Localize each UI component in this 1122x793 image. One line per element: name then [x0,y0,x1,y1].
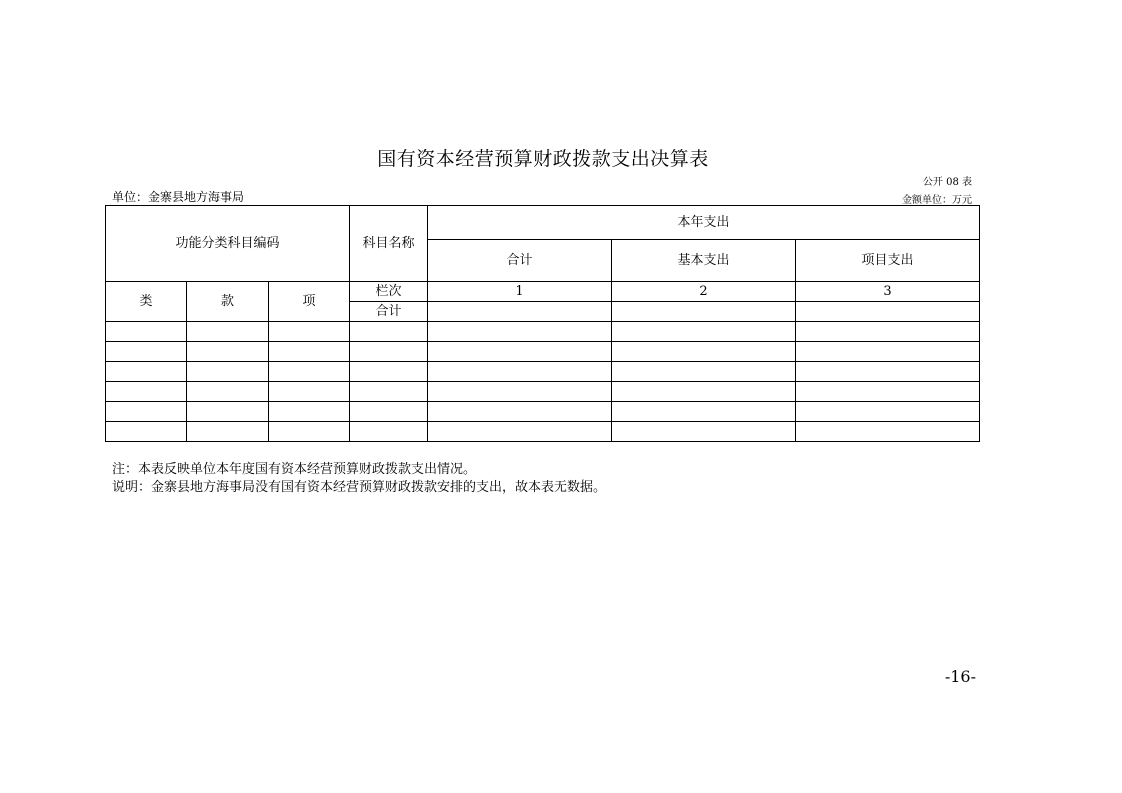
table-explanation: 说明：金寨县地方海事局没有国有资本经营预算财政拨款安排的支出，故本表无数据。 [112,480,607,495]
total-header: 合计 [428,240,612,282]
sum-label: 合计 [350,302,428,322]
amount-unit-label: 金额单位：万元 [902,195,972,206]
column-number-row [106,282,980,302]
lei-header: 类 [106,282,187,322]
expenditure-table [105,205,980,442]
table-note: 注：本表反映单位本年度国有资本经营预算财政拨款支出情况。 [112,462,477,477]
header-row-1 [106,206,980,240]
xiang-header: 项 [269,282,350,322]
table-row [106,402,980,422]
page-number: -16- [944,667,976,686]
form-number: 公开 08 表 [922,177,972,188]
func-code-header: 功能分类科目编码 [106,206,350,282]
kuan-header: 款 [187,282,269,322]
unit-label: 单位：金寨县地方海事局 [112,190,245,204]
sum-total-cell [428,302,612,322]
sum-project-cell [796,302,980,322]
subject-name-header: 科目名称 [350,206,428,282]
basic-expenditure-header: 基本支出 [612,240,796,282]
project-expenditure-header: 项目支出 [796,240,980,282]
page-title: 国有资本经营预算财政拨款支出决算表 [377,148,709,170]
sum-basic-cell [612,302,796,322]
column-2-number: 2 [612,282,796,302]
column-3-number: 3 [796,282,980,302]
table-row [106,322,980,342]
column-1-number: 1 [428,282,612,302]
table-row [106,422,980,442]
table-row [106,362,980,382]
current-year-header: 本年支出 [428,206,980,240]
column-number-label: 栏次 [350,282,428,302]
table-row [106,382,980,402]
table-row [106,342,980,362]
